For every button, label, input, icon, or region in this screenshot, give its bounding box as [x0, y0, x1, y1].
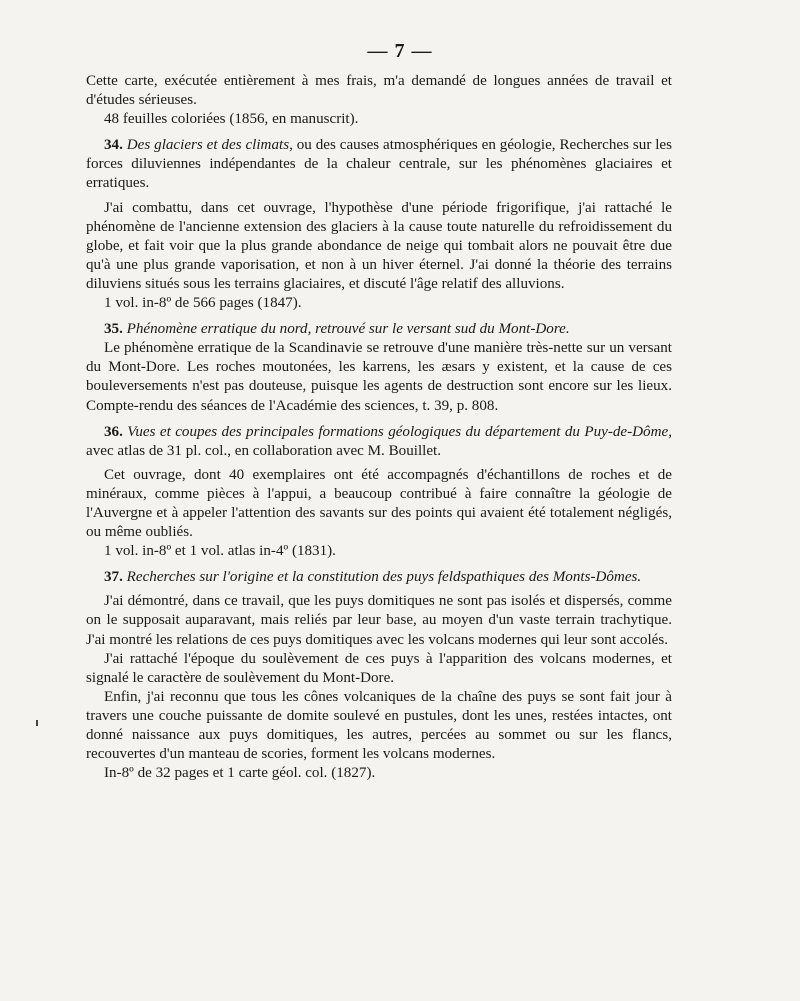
paragraph: Enfin, j'ai reconnu que tous les cônes volcaniques de la chaîne des puys se sont fait jour à travers une couche puissante de domite soulevé en pustules, dont les unes, restées intactes, ont donné naissance aux puys domitiques, les autres, percées au sommet ou sur les flancs, recouvertes d'un manteau de scories, forment les volcans modernes. — [86, 688, 672, 763]
margin-mark — [36, 720, 38, 726]
page-number: — 7 — — [367, 40, 433, 62]
paragraph: 1 vol. in-8º et 1 vol. atlas in-4º (1831). — [104, 543, 336, 560]
entry-34 — [86, 136, 672, 193]
entry-description: , ou des causes atmosphériques en géologie, Recherches sur les forces diluviennes indépendantes de la chaleur centrale, sur les phénomènes glaciaires et erratiques. — [86, 137, 673, 192]
entry-number: 35. — [104, 321, 123, 338]
entry-description: , avec atlas de 31 pl. col., en collaboration avec M. Bouillet. — [86, 423, 672, 459]
paragraph: 48 feuilles coloriées (1856, en manuscrit). — [104, 111, 359, 128]
paragraph: J'ai combattu, dans cet ouvrage, l'hypothèse d'une période frigorifique, j'ai rattaché le phénomène de l'ancienne extension des glaciers à la cause toute naturelle du refroidissement du globe, et fait voir que la plus grande abondance de neige qui tombait alors ne pouvait être due qu'à une plus grande vaporisation, et non à un hiver éternel. J'ai donné la théorie des terrains diluviens situés sous les terrains glaciaires, et discuté l'âge relatif des alluvions. — [86, 199, 672, 292]
paragraph: J'ai démontré, dans ce travail, que les puys domitiques ne sont pas isolés et dispersés, comme on le supposait auparavant, mais reliés par leur base, au moyen d'un vaste terrain trachytique. J'ai montré les relations de ces puys domitiques avec les volcans modernes qui leur sont accolés. — [86, 593, 672, 648]
page-body — [86, 72, 672, 783]
entry-number: 34. — [104, 137, 123, 154]
paragraph: In-8º de 32 pages et 1 carte géol. col. (1827). — [104, 765, 376, 782]
paragraph: Cette carte, exécutée entièrement à mes frais, m'a demandé de longues années de travail et d'études sérieuses. — [86, 73, 672, 109]
paragraph: J'ai rattaché l'époque du soulèvement de ces puys à l'apparition des volcans modernes, et signalé le caractère de soulèvement du Mont-Dore. — [86, 650, 672, 686]
entry-title: Recherches sur l'origine et la constitution des puys feldspathiques des Monts-Dômes. — [126, 569, 642, 586]
entry-number: 37. — [104, 569, 123, 586]
entry-title: Phénomène erratique du nord, retrouvé sur le versant sud du Mont-Dore. — [126, 321, 570, 338]
paragraph: Cet ouvrage, dont 40 exemplaires ont été accompagnés d'échantillons de roches et de minéraux, comme pièces à l'appui, a beaucoup contribué à faire connaître la géologie de l'Auvergne et à appeler l'attention des savants sur des points qui avaient été totalement négligés, ou même oubliés. — [86, 466, 672, 541]
entry-title: Des glaciers et des climats — [126, 137, 290, 154]
entry-36 — [86, 423, 672, 461]
entry-35 — [86, 320, 672, 339]
paragraph: 1 vol. in-8º de 566 pages (1847). — [104, 295, 302, 312]
entry-number: 36. — [104, 423, 123, 440]
entry-37 — [86, 568, 672, 587]
paragraph: Le phénomène erratique de la Scandinavie se retrouve d'une manière très-nette sur un versant du Mont-Dore. Les roches moutonées, les karrens, les æsars y existent, et la cause de ces bouleversements n'est pas douteuse, puisque les agents de destruction sont encore sur les lieux. Compte-rendu des séances de l'Académie des sciences, t. 39, p. 808. — [86, 340, 672, 414]
entry-title: Vues et coupes des principales formations géologiques du département du Puy-de-Dôme — [127, 423, 669, 440]
